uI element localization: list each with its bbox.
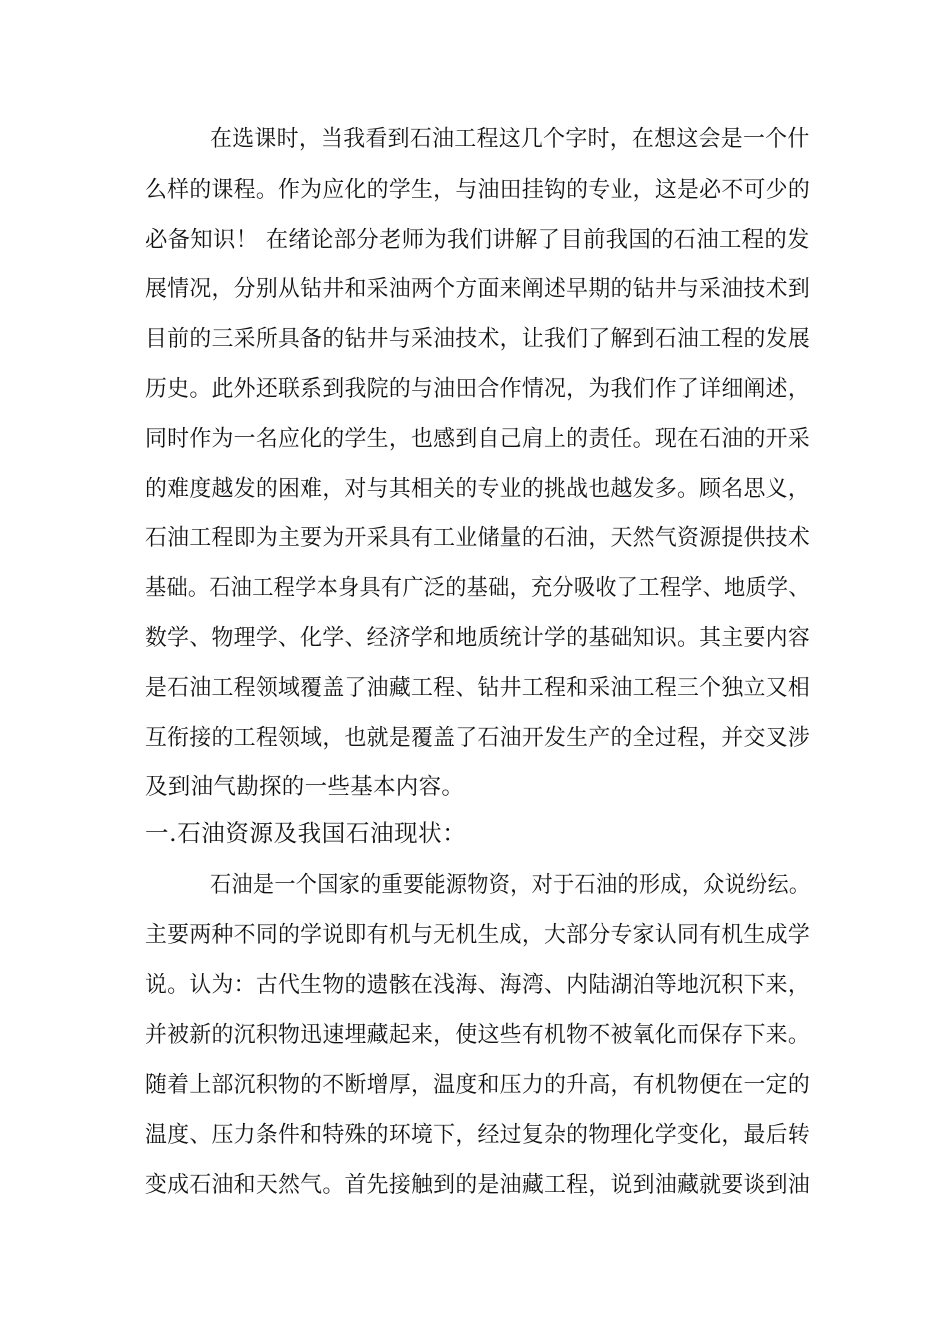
paragraph-line: 石油工程即为主要为开采具有工业储量的石油，天然气资源提供技术 [145,525,810,551]
paragraph-line: 说。认为：古代生物的遗骸在浅海、海湾、内陆湖泊等地沉积下来， [145,972,810,998]
paragraph-line: 石油是一个国家的重要能源物资，对于石油的形成，众说纷纭。 [210,872,811,898]
paragraph-line: 历史。此外还联系到我院的与油田合作情况，为我们作了详细阐述， [145,376,810,402]
paragraph-line: 主要两种不同的学说即有机与无机生成，大部分专家认同有机生成学 [145,922,810,948]
paragraph-line: 目前的三采所具备的钻井与采油技术，让我们了解到石油工程的发展 [145,326,810,352]
paragraph-line: 展情况，分别从钻井和采油两个方面来阐述早期的钻井与采油技术到 [145,276,810,302]
paragraph-line: 温度、压力条件和特殊的环境下，经过复杂的物理化学变化，最后转 [145,1122,810,1148]
paragraph-line: 是石油工程领域覆盖了油藏工程、钻井工程和采油工程三个独立又相 [145,675,810,701]
paragraph-line: 必备知识！ 在绪论部分老师为我们讲解了目前我国的石油工程的发 [145,227,810,253]
paragraph-line: 么样的课程。作为应化的学生，与油田挂钩的专业，这是必不可少的 [145,177,810,203]
paragraph-line: 变成石油和天然气。首先接触到的是油藏工程，说到油藏就要谈到油 [145,1172,810,1198]
paragraph-line: 的难度越发的困难，对与其相关的专业的挑战也越发多。顾名思义， [145,476,810,502]
paragraph-line: 及到油气勘探的一些基本内容。 [145,774,465,800]
paragraph-line: 互衔接的工程领域，也就是覆盖了石油开发生产的全过程，并交叉涉 [145,725,810,751]
section-heading: 一.石油资源及我国石油现状： [145,819,467,847]
paragraph-line: 并被新的沉积物迅速埋藏起来，使这些有机物不被氧化而保存下来。 [145,1022,810,1048]
paragraph-line: 同时作为一名应化的学生，也感到自己肩上的责任。现在石油的开采 [145,426,810,452]
paragraph-line: 随着上部沉积物的不断增厚，温度和压力的升高，有机物便在一定的 [145,1072,810,1098]
paragraph-line: 基础。石油工程学本身具有广泛的基础，充分吸收了工程学、地质学、 [145,575,810,601]
paragraph-line: 在选课时，当我看到石油工程这几个字时，在想这会是一个什 [210,126,810,152]
paragraph-line: 数学、物理学、化学、经济学和地质统计学的基础知识。其主要内容 [145,625,810,651]
